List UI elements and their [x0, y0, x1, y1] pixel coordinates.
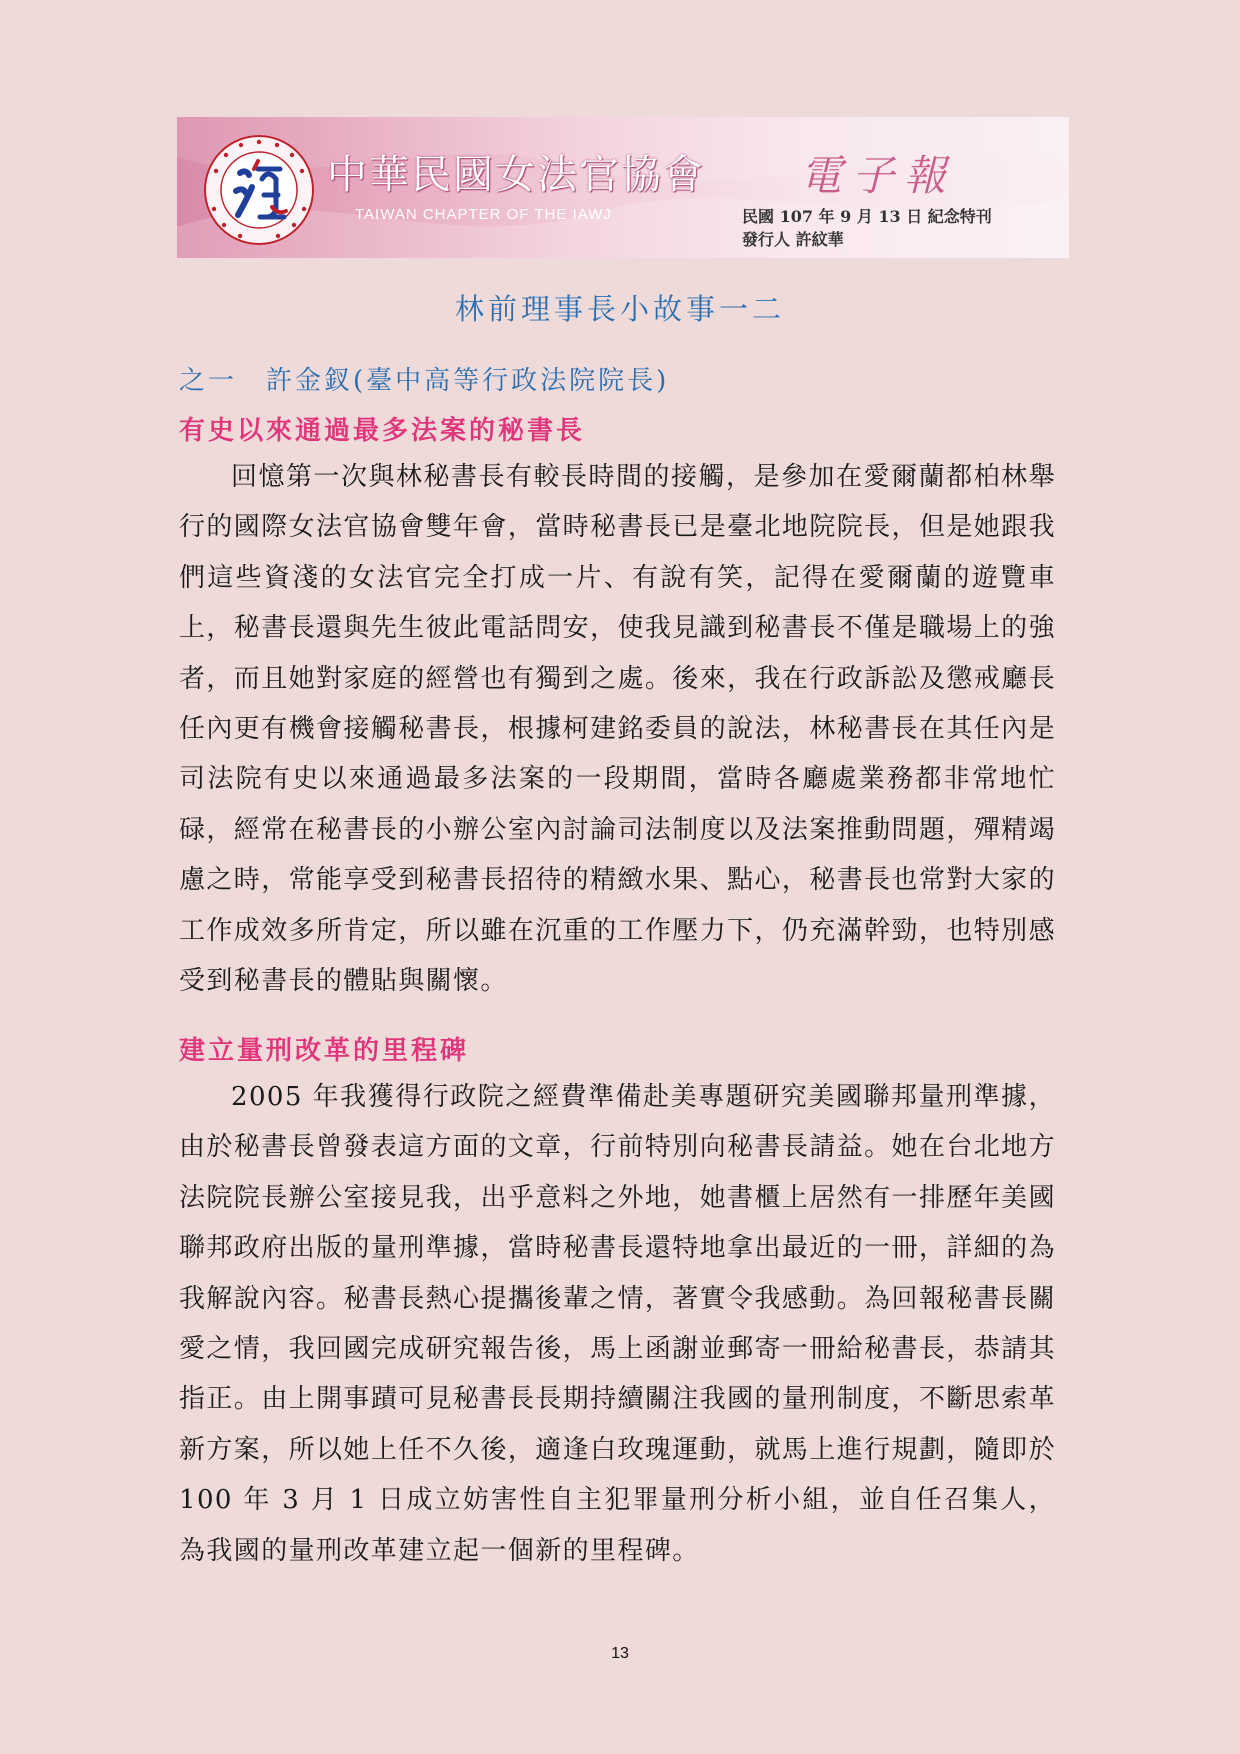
- page-number: 13: [611, 1645, 629, 1662]
- section-body-1: 回憶第一次與林秘書長有較長時間的接觸，是參加在愛爾蘭都柏林舉行的國際女法官協會雙年會，當時秘書長已是臺北地院院長，但是她跟我們這些資淺的女法官完全打成一片、有說有笑，記得在愛爾蘭的遊覽車上，秘書長還與先生彼此電話問安，使我見識到秘書長不僅是職場上的強者，而且她對家庭的經營也有獨到之處。後來，我在行政訴訟及懲戒廳長任內更有機會接觸秘書長，根據柯建銘委員的說法，林秘書長在其任內是司法院有史以來通過最多法案的一段期間，當時各廳處業務都非常地忙碌，經常在秘書長的小辦公室內討論司法制度以及法案推動問題，殫精竭慮之時，常能享受到秘書長招待的精緻水果、點心，秘書長也常對大家的工作成效多所肯定，所以雖在沉重的工作壓力下，仍充滿幹勁，也特別感受到秘書長的體貼與關懷。: [179, 462, 1056, 997]
- newsletter-banner: [177, 117, 1069, 258]
- issue-date: 民國 107 年 9 月 13 日 紀念特刊: [742, 207, 992, 226]
- iawj-seal-logo: [202, 133, 316, 247]
- newsletter-title: 電子報: [800, 151, 957, 200]
- section-body-2: 2005 年我獲得行政院之經費準備赴美專題研究美國聯邦量刑準據，由於秘書長曾發表這方面的文章，行前特別向秘書長請益。她在台北地方法院院長辦公室接見我，出乎意料之外地，她書櫃上居然有一排歷年美國聯邦政府出版的量刑準據，當時秘書長還特地拿出最近的一冊，詳細的為我解說內容。秘書長熱心提攜後輩之情，著實令我感動。為回報秘書長關愛之情，我回國完成研究報告後，馬上函謝並郵寄一冊給秘書長，恭請其指正。由上開事蹟可見秘書長長期持續關注我國的量刑制度，不斷思索革新方案，所以她上任不久後，適逢白玫瑰運動，就馬上進行規劃，隨即於 100 年 3 月 1 日成立妨害性自主犯罪量刑分析小組，並自任召集人，為我國的量刑改革建立起一個新的里程碑。: [179, 1082, 1056, 1566]
- article-title: 林前理事長小故事一二: [454, 292, 785, 326]
- section-heading-2: 建立量刑改革的里程碑: [179, 1036, 470, 1066]
- author-line: 之一 許金釵(臺中高等行政法院院長): [179, 366, 670, 396]
- publisher: 發行人 許紋華: [742, 230, 844, 249]
- organization-name: 中華民國女法官協會: [327, 152, 705, 198]
- organization-name-english: TAIWAN CHAPTER OF THE IAWJ: [355, 206, 612, 223]
- section-heading-1: 有史以來通過最多法案的秘書長: [179, 416, 586, 446]
